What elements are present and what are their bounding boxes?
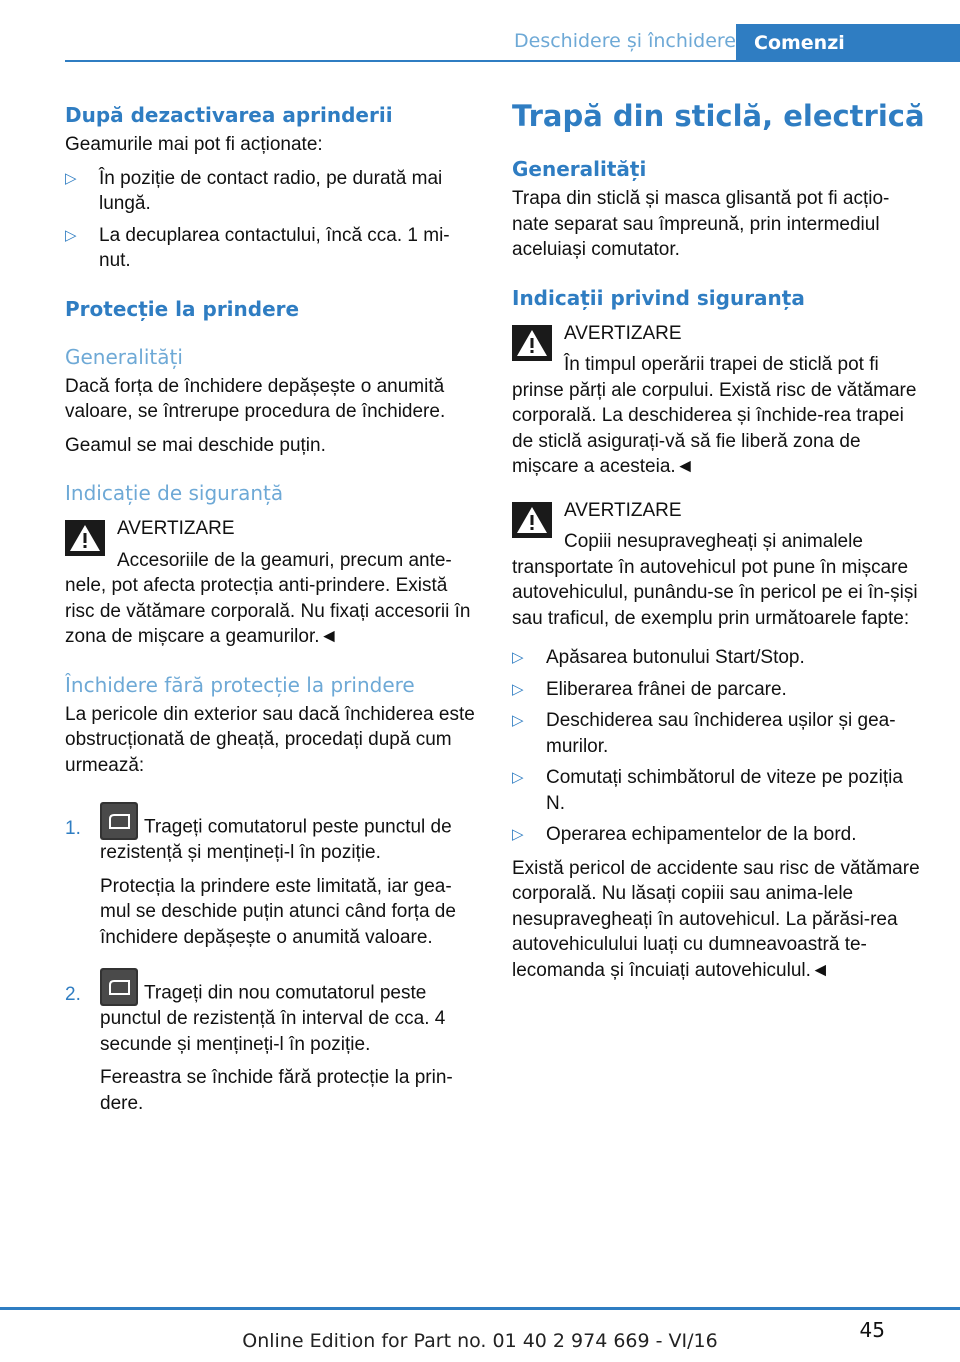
right-column <box>512 99 926 991</box>
warning-triangle-icon <box>512 325 552 361</box>
heading-general: Generalități <box>512 157 647 181</box>
warning-text: Accesoriile de la geamuri, precum ante-nele, pot afecta protecția anti-prindere. Există risc de vătămare corporală. Nu fixați accesorii în zona de mișcare a geamurilor.◄ <box>65 549 471 647</box>
bullet-list <box>65 166 479 274</box>
paragraph: Geamurile mai pot fi acționate: <box>65 134 323 155</box>
list-item: ▷ Operarea echipamentelor de la bord. <box>512 822 926 848</box>
heading-safety: Indicații privind siguranța <box>512 285 805 310</box>
header-rule <box>65 60 736 62</box>
warning-text: Copiii nesupravegheați și animalele transportate în autovehicul pot pune în mișcare autovehiculul, punându-se în pericol pe ei în-șiși sau traficul, de exemplu prin următoarele fapte: <box>512 531 918 629</box>
list-item: ▷ La decuplarea contactului, încă cca. 1 mi-nut. <box>65 223 479 274</box>
footer-rule <box>0 1307 960 1310</box>
heading-general: Generalități <box>65 344 183 369</box>
warning-triangle-icon <box>65 520 105 556</box>
paragraph: La pericole din exterior sau dacă închiderea este obstrucționată de gheață, procedați după cum urmează: <box>65 703 475 776</box>
warning-block <box>65 516 479 650</box>
list-item: ▷ Apăsarea butonului Start/Stop. <box>512 645 926 671</box>
list-item: ▷ Eliberarea frânei de parcare. <box>512 677 926 703</box>
list-item: ▷ Deschiderea sau închiderea ușilor și gea-murilor. <box>512 708 926 759</box>
heading-safety: Indicație de siguranță <box>65 481 284 505</box>
window-switch-icon <box>100 968 138 1006</box>
list-item: ▷ În poziție de contact radio, pe durată mai lungă. <box>65 166 479 217</box>
step-list <box>65 802 479 1116</box>
warning-title: AVERTIZARE <box>564 499 682 521</box>
heading-after-ignition: După dezactivarea aprinderii <box>65 103 393 127</box>
step-item <box>65 802 479 950</box>
paragraph: Trapa din sticlă și masca glisantă pot fi acțio-nate separat sau împreună, prin intermediul aceluiași comutator. <box>512 188 890 260</box>
step-number: 1. <box>65 818 81 839</box>
page-number: 45 <box>859 1318 885 1342</box>
bullet-list <box>512 645 926 848</box>
step-item <box>65 968 479 1116</box>
warning-title: AVERTIZARE <box>117 518 235 539</box>
window-switch-icon <box>100 802 138 840</box>
paragraph: Geamul se mai deschide puțin. <box>65 434 326 456</box>
chapter-tab: Comenzi <box>736 24 960 62</box>
page-header <box>0 0 960 62</box>
left-column <box>65 102 479 1134</box>
page-title: Trapă din sticlă, electrică <box>512 99 925 133</box>
warning-block <box>512 498 926 632</box>
step-text: Trageți din nou comutatorul peste punctul de rezistență în interval de cca. 4 secunde și mențineți-l în poziție. <box>100 982 446 1055</box>
warning-block <box>512 321 926 480</box>
edition-footer: Online Edition for Part no. 01 40 2 974 669 - VI/16 <box>242 1330 718 1352</box>
section-title: Deschidere și închidere <box>514 30 736 52</box>
heading-pinch-protection: Protecție la prindere <box>65 296 300 321</box>
heading-close-without-protection: Închidere fără protecție la prindere <box>65 672 415 697</box>
warning-text: În timpul operării trapei de sticlă pot fi prinse părți ale corpului. Există risc de vătămare corporală. La deschiderea și închide-rea trapei de sticlă asigurați-vă să fie liberă zona de mișcare a acesteia.◄ <box>512 354 917 477</box>
paragraph: Există pericol de accidente sau risc de vătămare corporală. Nu lăsați copiii sau anima-lele nesupravegheați în autovehicul. La părăsi-rea autovehiculului luați cu dumneavoastră te-lecomanda și încuiați autovehiculul.◄ <box>512 857 920 981</box>
list-item: ▷ Comutați schimbătorul de viteze pe poziția N. <box>512 765 926 816</box>
step-text: Trageți comutatorul peste punctul de rezistență și mențineți-l în poziție. <box>100 816 452 863</box>
paragraph: Dacă forța de închidere depășește o anumită valoare, se întrerupe procedura de închidere. <box>65 375 446 422</box>
warning-triangle-icon <box>512 502 552 538</box>
step-number: 2. <box>65 984 81 1005</box>
step-result: Fereastra se închide fără protecție la prin-dere. <box>100 1067 453 1114</box>
warning-title: AVERTIZARE <box>564 322 682 344</box>
step-result: Protecția la prindere este limitată, iar gea-mul se deschide puțin atunci când forța de închidere depășește o anumită valoare. <box>100 875 456 948</box>
